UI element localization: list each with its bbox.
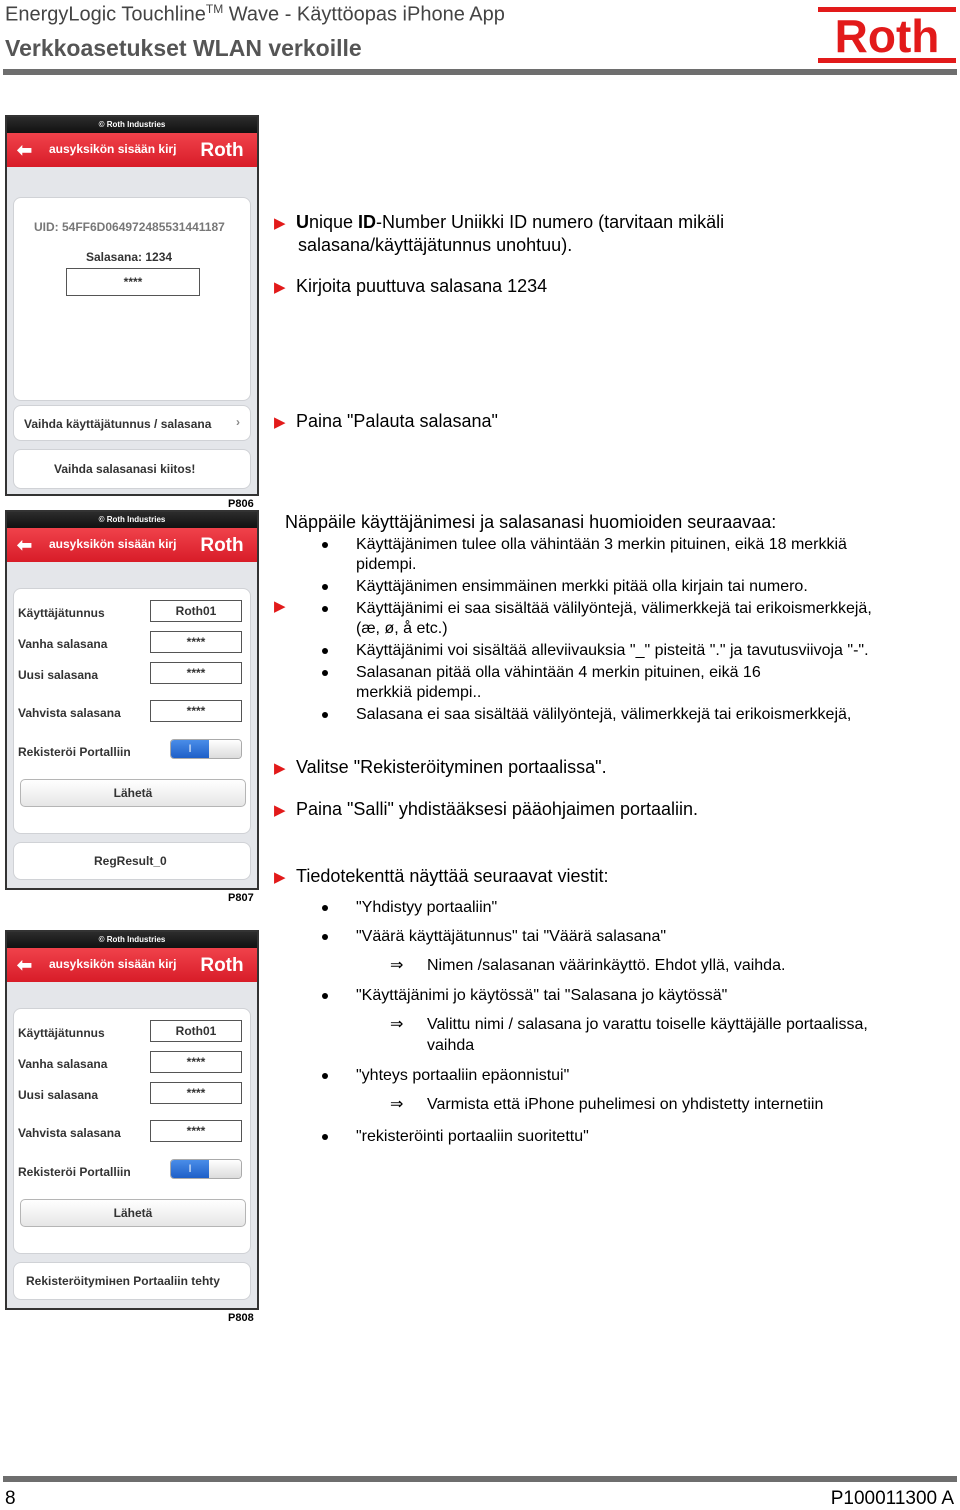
triangle-right-icon: ▶ xyxy=(274,279,286,296)
status-bar: © Roth Industries xyxy=(7,117,257,133)
rule-item: Salasanan pitää olla vähintään 4 merkin pituinen, eikä 16 xyxy=(356,664,761,681)
bullet-icon xyxy=(322,1134,328,1140)
new-password-input[interactable]: **** xyxy=(150,1082,242,1104)
svg-text:Roth: Roth xyxy=(200,535,244,555)
rule-item: Käyttäjänimi ei saa sisältää välilyöntejä, välimerkkejä tai erikoismerkkejä, xyxy=(356,600,872,617)
rule-item: Käyttäjänimi voi sisältää alleviivauksia "_" pisteitä "." ja tavutusviivoja "-". xyxy=(356,642,869,659)
phone-screenshot-p806 xyxy=(5,115,259,496)
rule-item-cont: (æ, ø, å etc.) xyxy=(356,620,448,637)
roth-logo-small xyxy=(197,953,247,975)
step-reset-password: ▶ Paina "Palauta salasana" xyxy=(274,410,498,434)
bullet-icon xyxy=(322,542,328,548)
username-label: Käyttäjätunnus xyxy=(18,606,105,620)
triangle-right-icon: ▶ xyxy=(274,215,286,232)
username-input[interactable]: Roth01 xyxy=(150,600,242,622)
uid-panel xyxy=(13,197,251,401)
arrow-left-icon[interactable]: ⬅ xyxy=(17,955,33,975)
confirm-password-label: Vahvista salasana xyxy=(18,706,121,720)
status-panel xyxy=(13,449,251,489)
roth-logo-small xyxy=(197,138,247,160)
message-note: Nimen /salasanan väärinkäyttö. Ehdot yllä, vaihda. xyxy=(427,957,786,974)
send-button[interactable]: Lähetä xyxy=(20,779,246,807)
confirm-password-label: Vahvista salasana xyxy=(18,1126,121,1140)
new-password-label: Uusi salasana xyxy=(18,668,99,682)
phone-screenshot-p807 xyxy=(5,510,259,890)
send-button[interactable]: Lähetä xyxy=(20,1199,246,1227)
arrow-left-icon[interactable]: ⬅ xyxy=(17,140,33,160)
nav-title: ausyksikön sisään kirj xyxy=(49,957,177,971)
step-select-registration: ▶ Valitse "Rekisteröityminen portaalissa". xyxy=(274,756,607,780)
triangle-right-icon: ▶ xyxy=(274,869,286,886)
message-item: "Väärä käyttäjätunnus" tai "Väärä salasana" xyxy=(356,928,667,945)
bullet-icon xyxy=(322,648,328,654)
document-code: P100011300 A xyxy=(830,1488,954,1509)
rules-intro: Näppäile käyttäjänimesi ja salasanasi huomioiden seuraavaa: xyxy=(285,512,777,532)
figure-ref-p807: P807 xyxy=(228,892,254,904)
triangle-right-icon: ▶ xyxy=(274,414,286,431)
password-label: Salasana: 1234 xyxy=(86,250,173,264)
svg-text:Roth: Roth xyxy=(200,955,244,975)
triangle-right-icon: ▶ xyxy=(274,760,286,777)
password-input[interactable]: **** xyxy=(66,268,200,296)
change-credentials-row[interactable] xyxy=(13,405,251,441)
rule-item-cont: merkkiä pidempi.. xyxy=(356,684,482,701)
bullet-icon xyxy=(322,584,328,590)
bullet-icon xyxy=(322,905,328,911)
bullet-icon xyxy=(322,1073,328,1079)
step-unique-id-line2: salasana/käyttäjätunnus unohtuu). xyxy=(298,235,573,255)
roth-logo xyxy=(818,7,956,63)
old-password-label: Vanha salasana xyxy=(18,637,108,651)
rule-item: Käyttäjänimen tulee olla vähintään 3 merkin pituinen, eikä 18 merkkiä xyxy=(356,536,847,553)
implies-arrow-icon: ⇒ xyxy=(390,1016,404,1033)
section-title: Verkkoasetukset WLAN verkoille xyxy=(5,35,362,61)
register-portal-toggle[interactable]: I xyxy=(170,739,242,759)
step-messages: ▶ Tiedotekenttä näyttää seuraavat viestit: xyxy=(274,865,609,889)
username-input[interactable]: Roth01 xyxy=(150,1020,242,1042)
step-press-allow: ▶ Paina "Salli" yhdistääksesi pääohjaimen portaaliin. xyxy=(274,798,698,822)
svg-text:Roth: Roth xyxy=(200,140,244,160)
register-portal-toggle[interactable]: I xyxy=(170,1159,242,1179)
old-password-input[interactable]: **** xyxy=(150,631,242,653)
message-item: "Käyttäjänimi jo käytössä" tai "Salasana jo käytössä" xyxy=(356,987,728,1004)
status-panel xyxy=(13,1262,251,1300)
old-password-label: Vanha salasana xyxy=(18,1057,108,1071)
change-credentials-label: Vaihda käyttäjätunnus / salasana xyxy=(24,417,212,431)
form-panel xyxy=(13,1008,251,1254)
document-title: EnergyLogic Touchline™ Wave - Käyttöopas iPhone App xyxy=(5,2,505,26)
message-note: Varmista että iPhone puhelimesi on yhdistetty internetiin xyxy=(427,1096,824,1113)
register-portal-label: Rekisteröi Portalliin xyxy=(18,745,131,759)
roth-logo-small xyxy=(197,533,247,555)
footer-rule xyxy=(3,1476,957,1482)
step-enter-password: ▶ Kirjoita puuttuva salasana 1234 xyxy=(274,275,547,299)
username-label: Käyttäjätunnus xyxy=(18,1026,105,1040)
message-item: "yhteys portaaliin epäonnistui" xyxy=(356,1067,570,1084)
bullet-icon xyxy=(322,934,328,940)
message-note: Valittu nimi / salasana jo varattu toiselle käyttäjälle portaalissa, xyxy=(427,1016,868,1033)
figure-ref-p808: P808 xyxy=(228,1312,254,1324)
page-number: 8 xyxy=(5,1488,16,1509)
bullet-icon xyxy=(322,993,328,999)
arrow-left-icon[interactable]: ⬅ xyxy=(17,535,33,555)
bullet-icon xyxy=(322,606,328,612)
rule-item-cont: pidempi. xyxy=(356,556,417,573)
bullet-icon xyxy=(322,670,328,676)
register-portal-label: Rekisteröi Portalliin xyxy=(18,1165,131,1179)
svg-text:Roth: Roth xyxy=(834,10,940,62)
implies-arrow-icon: ⇒ xyxy=(390,1096,404,1113)
nav-title: ausyksikön sisään kirj xyxy=(49,142,177,156)
confirm-password-input[interactable]: **** xyxy=(150,1120,242,1142)
confirm-password-input[interactable]: **** xyxy=(150,700,242,722)
status-bar: © Roth Industries xyxy=(7,932,257,948)
nav-title: ausyksikön sisään kirj xyxy=(49,537,177,551)
rule-item: Käyttäjänimen ensimmäinen merkki pitää olla kirjain tai numero. xyxy=(356,578,808,595)
figure-ref-p806: P806 xyxy=(228,498,254,510)
step-unique-id: ▶ Unique ID-Number Uniikki ID numero (tarvitaan mikäli xyxy=(274,211,724,235)
nav-bar xyxy=(7,528,257,562)
message-item: "Yhdistyy portaaliin" xyxy=(356,899,498,916)
rule-item: Salasana ei saa sisältää välilyöntejä, välimerkkejä tai erikoismerkkejä, xyxy=(356,706,852,723)
triangle-right-icon: ▶ xyxy=(274,802,286,819)
uid-label: UID: 54FF6D064972485531441187 xyxy=(34,220,225,234)
message-note-cont: vaihda xyxy=(427,1037,475,1054)
nav-bar xyxy=(7,133,257,167)
triangle-right-icon: ▶ xyxy=(274,598,286,615)
form-panel xyxy=(13,588,251,834)
new-password-input[interactable]: **** xyxy=(150,662,242,684)
message-item: "rekisteröinti portaaliin suoritettu" xyxy=(356,1128,589,1145)
nav-bar xyxy=(7,948,257,982)
chevron-right-icon: › xyxy=(236,415,240,429)
status-bar: © Roth Industries xyxy=(7,512,257,528)
phone-screenshot-p808 xyxy=(5,930,259,1310)
status-text: Vaihda salasanasi kiitos! xyxy=(54,462,196,476)
old-password-input[interactable]: **** xyxy=(150,1051,242,1073)
status-panel xyxy=(13,842,251,880)
new-password-label: Uusi salasana xyxy=(18,1088,99,1102)
bullet-icon xyxy=(322,712,328,718)
header-rule xyxy=(3,69,957,75)
status-text: RegResult_0 xyxy=(94,854,167,868)
status-text: Rekisteröitymінen Portaaliin tehty xyxy=(26,1274,220,1288)
implies-arrow-icon: ⇒ xyxy=(390,957,404,974)
